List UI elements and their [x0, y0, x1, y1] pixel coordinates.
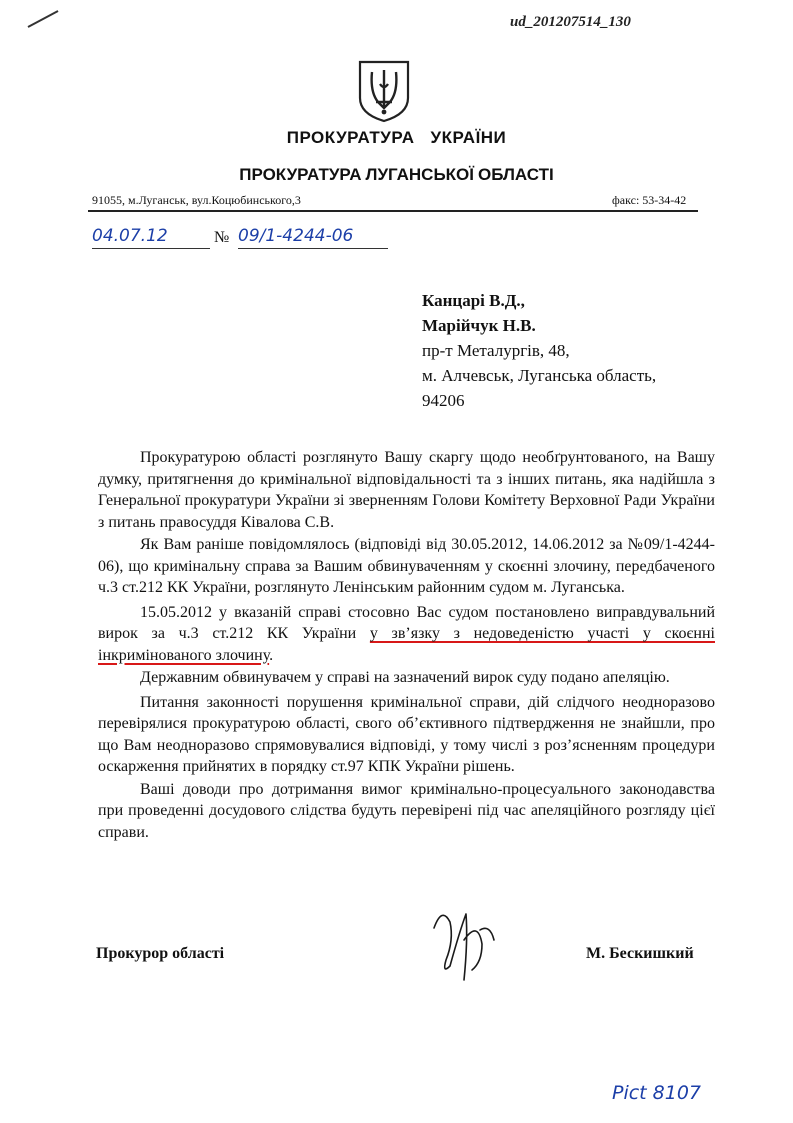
recipient-street: пр-т Металургів, 48, — [422, 341, 570, 360]
header-divider — [88, 210, 698, 212]
paragraph-text: 15.05.2012 у вказаній справі стосовно Вас судом постановлено виправдувальний вирок за ч.3 ст.212 КК України — [98, 603, 715, 642]
signatory-name: М. Бескишкий — [586, 945, 694, 962]
paragraph — [98, 602, 715, 667]
paragraph: Прокуратурою області розглянуто Вашу скаргу щодо необґрунтованого, на Вашу думку, притягнення до кримінальної відповідальності та з інших питань, яка надійшла з Генеральної прокуратури України зі зверненням Голови Комітету Верховної Ради України з питань правосуддя Ківалова С.В. — [98, 449, 715, 531]
recipient-postcode: 94206 — [422, 391, 465, 410]
recipient-name: Канцарі В.Д., — [422, 291, 525, 310]
archive-mark: Pict 8107 — [612, 1082, 702, 1104]
paragraph: Ваші доводи про дотримання вимог кримінально-процесуального законодавства при проведенні досудового слідства будуть перевірені під час апеляційного розгляду цієї справи. — [98, 780, 715, 841]
letter-body — [98, 447, 715, 844]
handwritten-signature — [420, 900, 510, 990]
org-word: ПРОКУРАТУРА — [286, 128, 415, 147]
org-name-luhansk — [0, 165, 793, 185]
recipient-city: м. Алчевськ, Луганська область, — [422, 366, 657, 385]
signatory-title: Прокурор області — [96, 945, 225, 962]
paragraph: Державним обвинувачем у справі на зазначений вирок суду подано апеляцію. — [140, 669, 670, 686]
recipient-name: Марійчук Н.В. — [422, 316, 536, 335]
highlighted-text: у зв’язку з недоведеністю участі у скоєнні інкримінованого злочину — [98, 625, 715, 664]
paragraph: Як Вам раніше повідомлялось (відповіді від 30.05.2012, 14.06.2012 за №09/1-4244-06), що кримінальну справа за Вашим обвинуваченням у скоєнні злочину, передбаченого ч.3 ст.212 КК України, розглянуто Ленінським районним судом м. Луганська. — [98, 536, 715, 596]
org-word: ЛУГАНСЬКОЇ — [365, 165, 474, 184]
paragraph: Питання законності порушення кримінальної справи, дій слідчого неодноразово перевірялися прокуратурою області, свого об’єктивного підтвердження не знайшли, про що Вам неодноразово спрямовувалися відповіді, у тому числі з роз’ясненням процедури оскарження прийнятих в порядку ст.97 КПК України рішень. — [98, 693, 715, 775]
org-word: УКРАЇНИ — [430, 128, 507, 147]
recipient-block — [422, 288, 656, 413]
trident-emblem-icon — [356, 58, 412, 124]
document-id-stamp: ud_201207514_130 — [510, 14, 631, 30]
org-fax: факс: 53-34-42 — [612, 193, 687, 207]
registration-date: 04.07.12 — [92, 226, 210, 249]
org-word: ОБЛАСТІ — [477, 165, 554, 184]
pen-mark — [28, 10, 59, 28]
org-name-ukraine — [0, 128, 793, 148]
org-address: 91055, м.Луганськ, вул.Коцюбинського,3 — [92, 193, 301, 207]
org-word: ПРОКУРАТУРА — [239, 165, 362, 184]
registration-number: 09/1-4244-06 — [238, 226, 388, 249]
paragraph-text: . — [269, 646, 274, 664]
registration-number-label: № — [214, 229, 230, 246]
